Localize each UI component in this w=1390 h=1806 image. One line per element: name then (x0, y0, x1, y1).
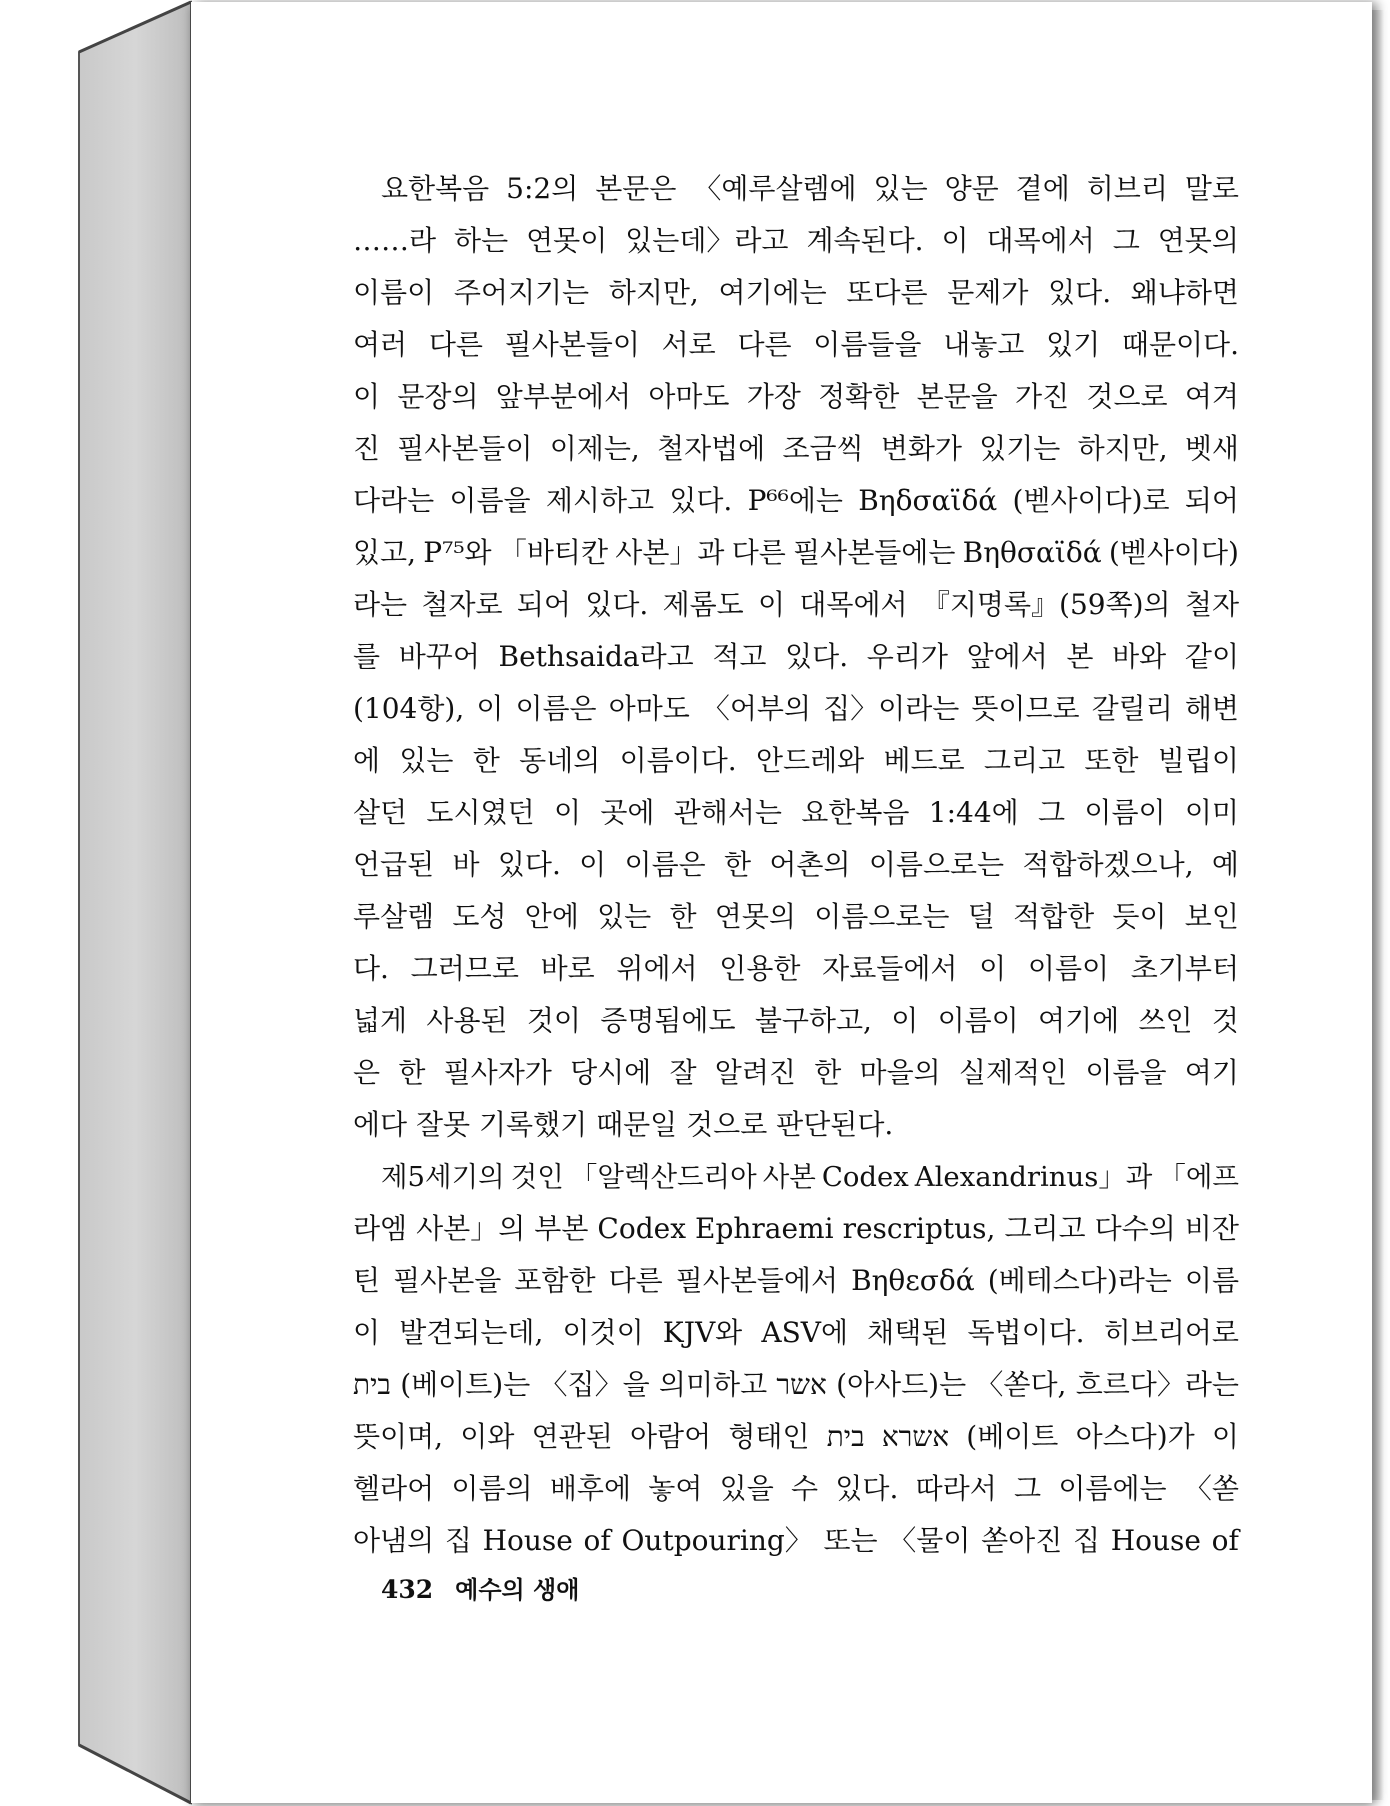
text-word: 아마도 (648, 380, 730, 413)
text-word: 제시하고 (545, 484, 655, 517)
text-word: 제5세기의 (381, 1161, 505, 1193)
text-word: Bethsaida라고 (498, 640, 694, 673)
text-word: 있을 (719, 1472, 774, 1505)
text-line (353, 1203, 1239, 1255)
text-word: 넓게 (353, 1004, 408, 1037)
text-word: 것이 (526, 1004, 581, 1037)
text-word: 서로 (661, 328, 716, 361)
text-word: 적합하겠으나, (1022, 848, 1194, 881)
text-word: 〈어부의 (701, 692, 812, 725)
text-word: 부본 (534, 1212, 589, 1245)
text-word: 정확한 (818, 380, 900, 413)
text-word: Codex (821, 1161, 909, 1193)
text-word: אשר (776, 1368, 827, 1401)
text-word: 또한 (1084, 744, 1139, 777)
text-word: P⁶⁶에는 (747, 484, 843, 517)
text-word: 이름으로는 (868, 848, 1005, 881)
text-word: בית (826, 1420, 865, 1453)
text-word: 한 (724, 848, 752, 881)
text-word: 헬라어 (353, 1472, 435, 1505)
text-word: 〈집〉을 (539, 1368, 650, 1401)
text-word: 바꾸어 (398, 640, 480, 673)
text-word: 요한복음 (381, 172, 490, 205)
text-word: 대목에서 (986, 224, 1095, 257)
text-word: House (1110, 1524, 1201, 1557)
text-word: 되어 (1184, 484, 1239, 517)
text-word: 이제는, (549, 432, 640, 465)
text-word: 있는 (597, 900, 652, 933)
text-word: Bηθσαϊδά (962, 536, 1102, 569)
text-word: 뜻이며, (353, 1420, 444, 1453)
text-word: 실제적인 (958, 1056, 1068, 1089)
text-line (353, 1151, 1239, 1203)
text-word: 수 (791, 1472, 819, 1505)
text-word: 루살렘 (353, 900, 435, 933)
text-word: 히브리 (1086, 172, 1168, 205)
text-word: 집 (1072, 1524, 1100, 1557)
text-word: 한 (398, 1056, 426, 1089)
text-word: 안드레와 (755, 744, 865, 777)
text-word: 이 (353, 1316, 381, 1349)
text-word: 따라서 (915, 1472, 997, 1505)
text-word: 「알렉산드리아 (569, 1161, 757, 1193)
text-line (353, 735, 1239, 787)
text-word: 에 (353, 744, 381, 777)
text-word: ASV에 (761, 1316, 849, 1349)
text-word: 안에 (524, 900, 579, 933)
text-word: 사용된 (426, 1004, 508, 1037)
text-word: 철자 (1184, 588, 1239, 621)
text-word: 본문은 (595, 172, 677, 205)
text-word: 요한복음 (801, 796, 910, 829)
text-word: 도성 (452, 900, 507, 933)
text-line (353, 943, 1239, 995)
text-word: 아스다)가 (1075, 1420, 1195, 1453)
text-word: 여기 (1184, 1056, 1239, 1089)
text-word: 있다. (669, 484, 733, 517)
running-title: 예수의 생애 (455, 1576, 580, 1604)
text-word: 덜 (967, 900, 995, 933)
text-word: 또다른 (846, 276, 928, 309)
text-word: 있기 (1046, 328, 1101, 361)
text-word: 여겨 (1184, 380, 1239, 413)
text-word: 바로 (540, 952, 595, 985)
text-word: 양문 (944, 172, 999, 205)
text-word: 있다. (785, 640, 849, 673)
text-word: 가장 (746, 380, 801, 413)
text-word: of (583, 1524, 611, 1557)
text-word: 의미하고 (658, 1368, 768, 1401)
text-word: 연못의 (1157, 224, 1239, 257)
text-word: (벧사이다)로 (1012, 484, 1170, 517)
text-word: 이 (758, 588, 786, 621)
text-word: 채택된 (867, 1316, 949, 1349)
text-word: 예 (1211, 848, 1239, 881)
text-word: 「바티칸 (498, 536, 609, 569)
text-word: 필사본들에서 (675, 1264, 839, 1297)
text-line (353, 423, 1239, 475)
text-word: 여기에 (1038, 1004, 1120, 1037)
text-word: 이것이 (562, 1316, 644, 1349)
text-word: 적고 (712, 640, 767, 673)
text-line (353, 215, 1239, 267)
text-word: 이 (353, 380, 381, 413)
text-word: 본문을 (916, 380, 998, 413)
text-word: אשרא (881, 1420, 950, 1453)
text-word: 인용한 (719, 952, 801, 985)
text-word: (베이트)는 (400, 1368, 531, 1401)
text-word: 앞에서 (966, 640, 1048, 673)
text-word: 다른 (731, 536, 786, 569)
text-word: 듯이 (1112, 900, 1167, 933)
text-word: 다른 (737, 328, 792, 361)
text-word: 잘 (669, 1056, 697, 1089)
text-word: 아마도 (608, 692, 690, 725)
text-word: (아사드)는 (836, 1368, 967, 1401)
text-word: 우리가 (866, 640, 948, 673)
text-word: 것으로 (1086, 380, 1168, 413)
text-word: 마을의 (859, 1056, 941, 1089)
text-word: 이름 (1184, 1264, 1239, 1297)
text-word: 하는 (454, 224, 509, 257)
text-word: 필사본을 (393, 1264, 502, 1297)
text-word: בית (353, 1368, 391, 1401)
text-word: 도시였던 (426, 796, 535, 829)
text-word: (베이트 (966, 1420, 1059, 1453)
text-word: 〈물이 (888, 1524, 971, 1557)
text-word: Bηδσαϊδά (858, 484, 998, 517)
text-line (353, 371, 1239, 423)
text-word: 철자로 (421, 588, 503, 621)
text-word: 하지만, (1077, 432, 1168, 465)
page-number: 432 (381, 1575, 434, 1604)
text-word: 해변 (1184, 692, 1239, 725)
text-word: (벧사이다) (1108, 536, 1239, 569)
text-word: 문제가 (947, 276, 1029, 309)
text-word: 빌립이 (1157, 744, 1239, 777)
text-word: 문장의 (397, 380, 479, 413)
text-word: 라는 (353, 588, 408, 621)
text-word: 은 (353, 1056, 381, 1089)
text-word: 계속된다. (806, 224, 924, 257)
text-word: 뜻이므로 (971, 692, 1080, 725)
text-word: 이름이 (1027, 952, 1110, 985)
text-line (353, 1411, 1239, 1463)
text-line (353, 475, 1239, 527)
text-line (353, 163, 1239, 215)
text-word: 증명됨에도 (600, 1004, 736, 1037)
text-word: 이름이다. (619, 744, 737, 777)
text-word: Outpouring〉 (621, 1524, 813, 1557)
text-word: 배후에 (549, 1472, 631, 1505)
text-word: 있다. (585, 588, 649, 621)
text-word: 내놓고 (943, 328, 1025, 361)
text-word: 대목에서 (799, 588, 908, 621)
text-word: 또는 (823, 1524, 878, 1557)
text-word: 이와 (460, 1420, 515, 1453)
text-word: 놓여 (648, 1472, 703, 1505)
text-word: 다라는 (353, 484, 435, 517)
text-word: 곁에 (1015, 172, 1070, 205)
text-line (353, 1359, 1239, 1411)
text-word: 불구하고, (754, 1004, 872, 1037)
text-line (353, 787, 1239, 839)
text-word: 필사본들이 (397, 432, 533, 465)
text-word: 것 (1211, 1004, 1239, 1037)
text-word: 있는데〉라고 (625, 224, 789, 257)
text-word: 한 (472, 744, 500, 777)
text-word: 발견되는데, (399, 1316, 544, 1349)
text-word: 라엠 (353, 1212, 408, 1245)
text-word: (베테스다)라는 (987, 1264, 1172, 1297)
text-line (353, 319, 1239, 371)
text-word: 변화가 (880, 432, 962, 465)
text-word: Codex (597, 1212, 686, 1245)
text-word: of (1211, 1524, 1239, 1557)
text-word: Ephraemi (695, 1212, 834, 1245)
text-word: 관해서는 (673, 796, 782, 829)
text-word: 다. (353, 952, 389, 985)
text-line (353, 1463, 1239, 1515)
text-word: 이름으로는 (814, 900, 950, 933)
text-line (353, 527, 1239, 579)
text-line (353, 267, 1239, 319)
text-word: 5:2의 (506, 172, 579, 205)
text-line: 에다 잘못 기록했기 때문일 것으로 판단된다. (353, 1108, 894, 1141)
text-word: 철자법에 (657, 432, 766, 465)
text-word: 틴 (353, 1264, 381, 1297)
text-word: 이 (476, 692, 504, 725)
text-word: 당시에 (570, 1056, 652, 1089)
text-word: 이 (979, 952, 1007, 985)
text-word: 자료들에서 (822, 952, 958, 985)
text-word: 를 (353, 640, 381, 673)
text-word: P⁷⁵와 (423, 536, 492, 569)
text-word: 바와 (1112, 640, 1167, 673)
text-word: 말로 (1184, 172, 1239, 205)
text-word: 있는 (873, 172, 928, 205)
text-line (353, 1515, 1239, 1567)
text-word: 다른 (608, 1264, 663, 1297)
text-word: 보인 (1184, 900, 1239, 933)
text-word: 한 (814, 1056, 842, 1089)
text-word: 이미 (1184, 796, 1239, 829)
text-word: 앞부분에서 (495, 380, 632, 413)
text-word: 히브리어로 (1103, 1316, 1239, 1349)
text-word: 이름은 (624, 848, 706, 881)
text-word: 여기에는 (718, 276, 827, 309)
text-line (353, 839, 1239, 891)
text-word: 그 (1112, 224, 1140, 257)
text-word: 1:44에 (928, 796, 1019, 829)
text-word: 있기는 (979, 432, 1061, 465)
text-word: 같이 (1184, 640, 1239, 673)
text-word: 그리고 (983, 744, 1066, 777)
page-footer (381, 1570, 579, 1605)
text-word: 있고, (353, 536, 416, 569)
text-word: 이름은 (515, 692, 597, 725)
text-word: (104항), (353, 692, 465, 725)
text-line (353, 1255, 1239, 1307)
text-word: 한 (669, 900, 697, 933)
text-word: 연못이 (526, 224, 608, 257)
text-word: 알려진 (714, 1056, 796, 1089)
text-word: 진 (353, 432, 381, 465)
text-line (353, 1307, 1239, 1359)
text-word: 하지만, (608, 276, 699, 309)
text-word: 필사본들이 (504, 328, 640, 361)
text-word: 이 (891, 1004, 919, 1037)
text-word: 사본」의 (416, 1212, 526, 1245)
text-word: 그 (1038, 796, 1066, 829)
text-word: 『지명록』(59쪽)의 (921, 588, 1171, 621)
text-word: 바 (452, 848, 480, 881)
text-word: 있다. (497, 848, 561, 881)
text-word: 이름이 (937, 1004, 1019, 1037)
text-word: 이 (1211, 1420, 1239, 1453)
text-line (353, 1047, 1239, 1099)
text-word: rescriptus, (842, 1212, 996, 1245)
text-word: 그러므로 (410, 952, 519, 985)
text-line (353, 683, 1239, 735)
text-word: 이름의 (451, 1472, 533, 1505)
page-body-text (353, 163, 1239, 1567)
text-word: 되어 (516, 588, 571, 621)
text-word: 쓰인 (1138, 1004, 1193, 1037)
text-word: 다수의 (1094, 1212, 1176, 1245)
text-word: 〈예루살렘에 (693, 172, 857, 205)
text-word: 초기부터 (1130, 952, 1239, 985)
text-word: 쏟아진 (981, 1524, 1063, 1557)
text-word: House (482, 1524, 573, 1557)
text-word: 다른 (428, 328, 483, 361)
text-word: 흐르다〉라는 (1075, 1368, 1239, 1401)
text-word: 이름들을 (813, 328, 922, 361)
text-word: 이 (553, 796, 581, 829)
text-word: 베드로 (883, 744, 965, 777)
text-word: 포함한 (514, 1264, 596, 1297)
text-word: 사본 (762, 1161, 816, 1193)
text-word: 독법이다. (967, 1316, 1085, 1349)
text-word: 이름에는 (1058, 1472, 1167, 1505)
text-word: 벳새 (1184, 432, 1239, 465)
text-word: 가진 (1015, 380, 1070, 413)
text-word: 이름이 (353, 276, 435, 309)
text-word: 형태인 (728, 1420, 810, 1453)
text-line (353, 891, 1239, 943)
text-word: ……라 (353, 224, 437, 257)
text-word: 어촌의 (769, 848, 851, 881)
text-word: 위에서 (616, 952, 698, 985)
text-word: 주어지기는 (453, 276, 590, 309)
text-word: 그 (1014, 1472, 1042, 1505)
text-word: 이름이 (1084, 796, 1166, 829)
text-word: 집〉이라는 (823, 692, 960, 725)
text-word: 비잔 (1184, 1212, 1239, 1245)
text-word: 때문이다. (1121, 328, 1239, 361)
text-word: 조금씩 (782, 432, 864, 465)
text-word: 있는 (399, 744, 454, 777)
text-word: 본 (1066, 640, 1094, 673)
text-word: 아냄의 (353, 1524, 435, 1557)
text-word: 살던 (353, 796, 408, 829)
text-word: 이름을 (1085, 1056, 1167, 1089)
text-word: Alexandrinus」과 (914, 1161, 1153, 1193)
text-word: 〈쏟 (1183, 1472, 1239, 1505)
text-line (353, 631, 1239, 683)
text-word: 이 (941, 224, 969, 257)
text-word: 제롬도 (662, 588, 744, 621)
text-line (353, 995, 1239, 1047)
page-edge-shadow (1372, 10, 1384, 1800)
text-word: 왜냐하면 (1130, 276, 1239, 309)
text-word: 언급된 (353, 848, 435, 881)
text-word: KJV와 (662, 1316, 743, 1349)
text-word: Bηθεσδά (851, 1264, 975, 1297)
text-line (353, 579, 1239, 631)
text-word: 이 (579, 848, 607, 881)
text-word: 여러 (353, 328, 408, 361)
text-word: 있다. (1048, 276, 1112, 309)
text-word: 연못의 (714, 900, 796, 933)
text-word: 그리고 (1004, 1212, 1086, 1245)
text-word: 필사본들에는 (793, 536, 956, 569)
text-word: 아람어 (629, 1420, 712, 1453)
text-word: 집 (444, 1524, 472, 1557)
text-word: 곳에 (600, 796, 655, 829)
text-word: 이름을 (449, 484, 531, 517)
text-word: 갈릴리 (1091, 692, 1173, 725)
text-word: 있다. (835, 1472, 899, 1505)
text-word: 동네의 (519, 744, 601, 777)
text-word: 적합한 (1013, 900, 1095, 933)
text-word: 것인 (510, 1161, 564, 1193)
text-word: 필사자가 (443, 1056, 552, 1089)
text-word: 〈쏟다, (975, 1368, 1067, 1401)
text-word: 「에프 (1158, 1161, 1239, 1193)
text-word: 연관된 (531, 1420, 613, 1453)
text-word: 사본」과 (615, 536, 725, 569)
